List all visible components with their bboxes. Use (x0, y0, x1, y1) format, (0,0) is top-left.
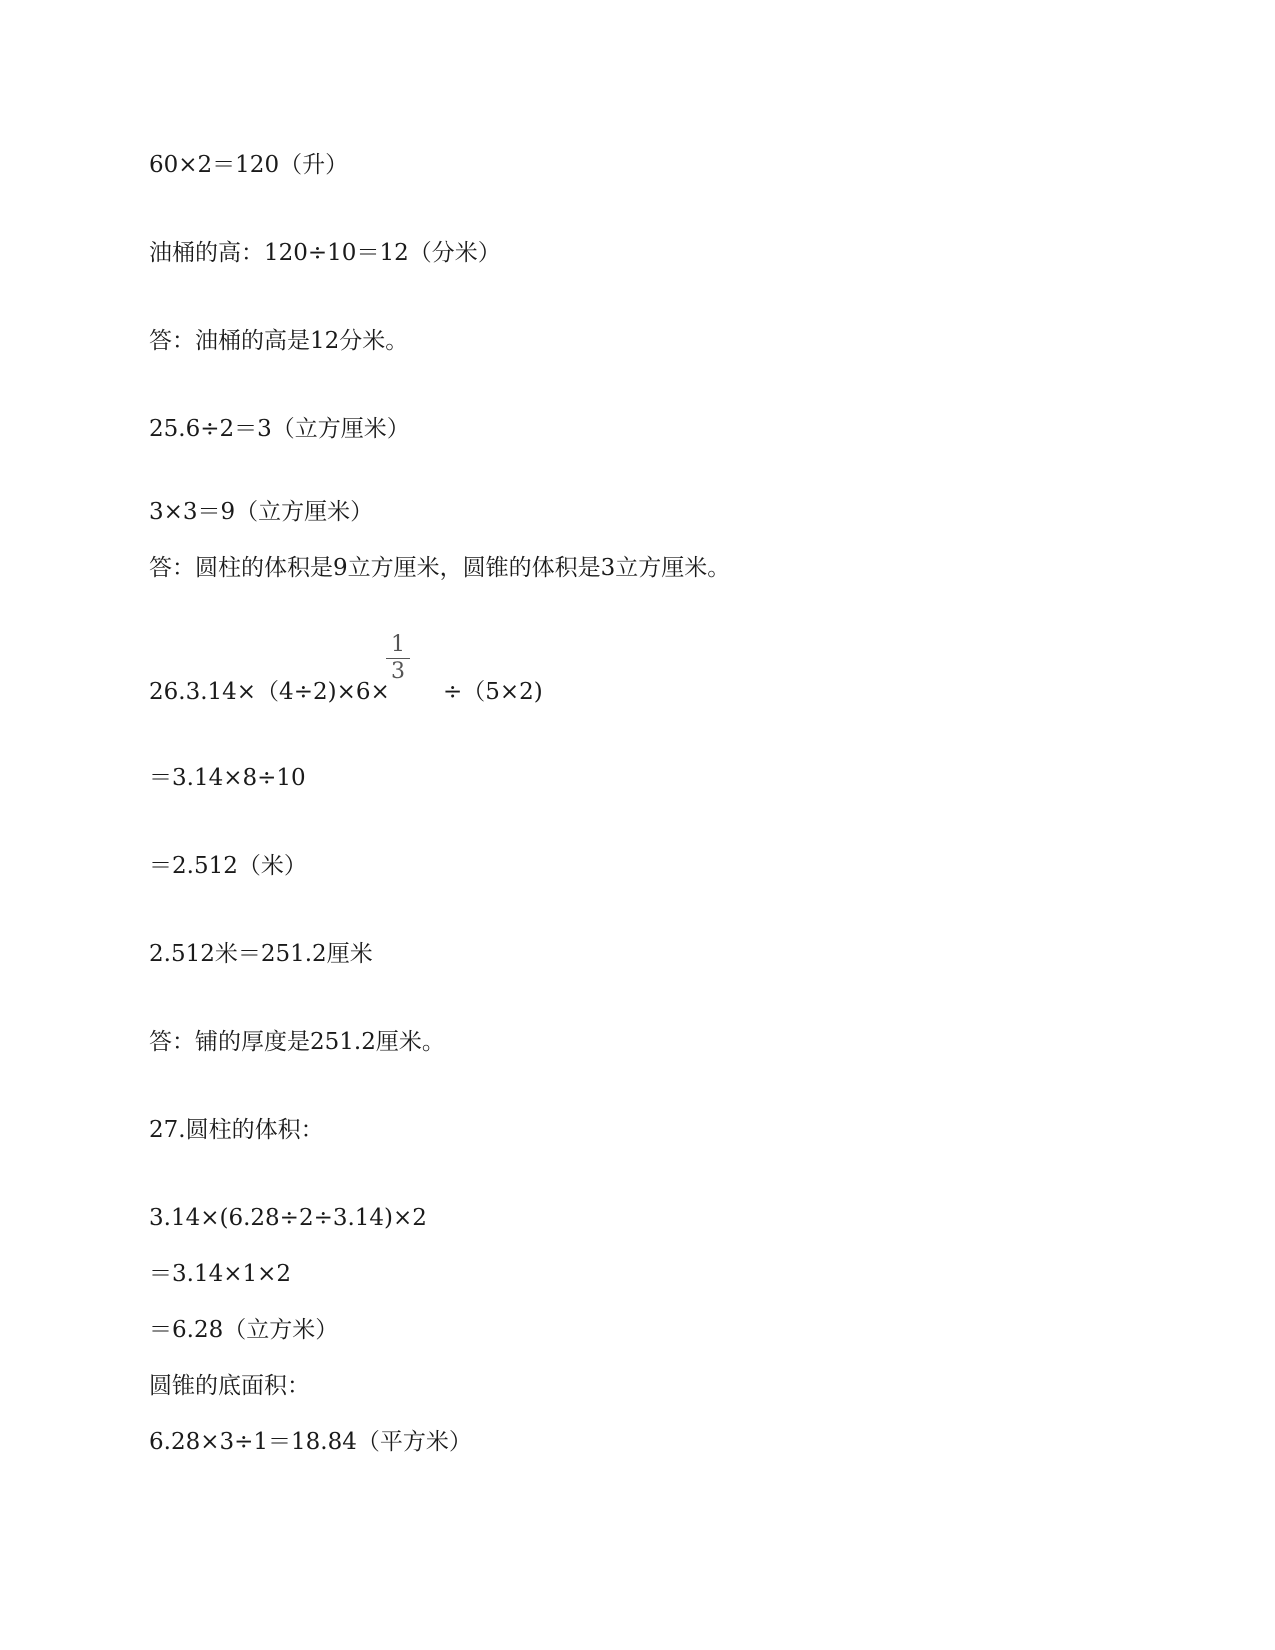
text-line: 答：油桶的高是12分米。 (149, 328, 409, 354)
fraction-denominator: 3 (391, 659, 405, 684)
text-line: 答：铺的厚度是251.2厘米。 (149, 1029, 445, 1055)
fraction-numerator: 1 (391, 632, 405, 657)
formula-line: 26.3.14×（4÷2)×6× (149, 679, 390, 705)
text-line: 3.14×(6.28÷2÷3.14)×2 (149, 1205, 427, 1231)
text-line: ＝2.512（米） (149, 853, 307, 879)
fraction (386, 633, 410, 684)
text-line: ＝3.14×8÷10 (149, 765, 306, 791)
text-line: 60×2＝120（升） (149, 152, 349, 178)
text-line: 答：圆柱的体积是9立方厘米，圆锥的体积是3立方厘米。 (149, 555, 731, 581)
text-line: 27.圆柱的体积： (149, 1117, 324, 1143)
text-line: 油桶的高：120÷10＝12（分米） (149, 240, 501, 266)
text-line: 25.6÷2＝3（立方厘米） (149, 416, 410, 442)
formula-tail: ÷（5×2) (443, 679, 543, 705)
text-line: ＝6.28（立方米） (149, 1317, 339, 1343)
text-line: 3×3＝9（立方厘米） (149, 499, 374, 525)
text-line: 2.512米＝251.2厘米 (149, 941, 373, 967)
text-line: 6.28×3÷1＝18.84（平方米） (149, 1429, 472, 1455)
text-line: ＝3.14×1×2 (149, 1261, 292, 1287)
text-line: 圆锥的底面积： (149, 1373, 310, 1399)
